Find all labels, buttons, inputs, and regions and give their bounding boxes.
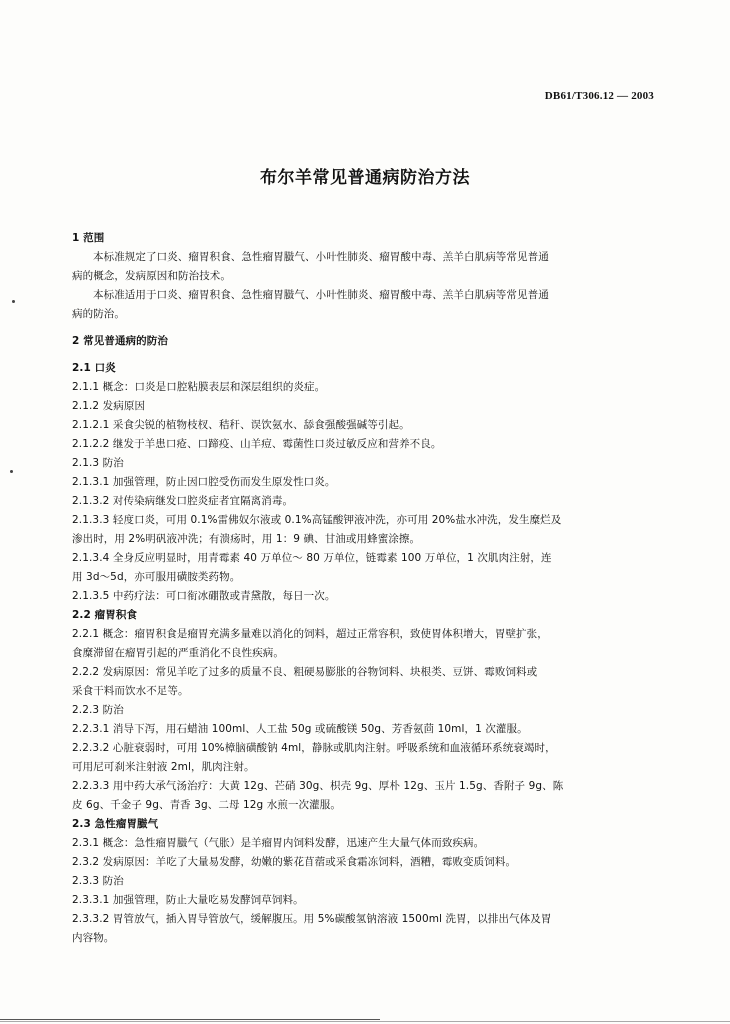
section-heading: 2.1 口炎	[72, 362, 116, 374]
text-line: 2.2.3.3 用中药大承气汤治疗：大黄 12g、芒硝 30g、枳壳 9g、厚朴 12g、玉片 1.5g、香附子 9g、陈	[72, 780, 564, 792]
text-line: 病的概念，发病原因和防治技术。	[72, 270, 231, 282]
text-line: 2.1.3.4 全身反应明显时，用青霉素 40 万单位～ 80 万单位，链霉素 100 万单位，1 次肌肉注射，连	[72, 552, 552, 564]
text-line: 本标准适用于口炎、瘤胃积食、急性瘤胃臌气、小叶性肺炎、瘤胃酸中毒、羔羊白肌病等常见普通	[93, 289, 549, 301]
scan-speck	[12, 300, 15, 303]
scan-edge-line	[0, 1021, 730, 1022]
text-line: 2.1.1 概念：口炎是口腔粘膜表层和深层组织的炎症。	[72, 381, 326, 393]
document-code: DB61/T306.12 — 2003	[544, 90, 654, 102]
document-title: 布尔羊常见普通病防治方法	[260, 168, 470, 188]
text-line: 2.3.3.1 加强管理，防止大量吃易发酵饲草饲料。	[72, 894, 304, 906]
text-line: 2.3.2 发病原因：羊吃了大量易发酵，幼嫩的紫花苜蓿或采食霜冻饲料，酒糟，霉败变质饲料。	[72, 856, 517, 868]
text-line: 2.2.3.1 消导下泻，用石蜡油 100ml、人工盐 50g 或硫酸镁 50g、芳香氨茴 10ml，1 次灌服。	[72, 723, 528, 735]
text-line: 可用尼可刹米注射液 2ml，肌肉注射。	[72, 761, 255, 773]
text-line: 食糜滞留在瘤胃引起的严重消化不良性疾病。	[72, 647, 284, 659]
text-line: 2.1.3.1 加强管理，防止因口腔受伤而发生原发性口炎。	[72, 476, 336, 488]
text-line: 2.3.3 防治	[72, 875, 124, 887]
text-line: 2.2.2 发病原因：常见羊吃了过多的质量不良、粗硬易膨胀的谷物饲料、块根类、豆饼、霉败饲料或	[72, 666, 538, 678]
text-line: 内容物。	[72, 932, 115, 944]
text-line: 病的防治。	[72, 308, 125, 320]
scan-speck	[10, 470, 13, 473]
text-line: 2.1.2.1 采食尖锐的植物枝杈、秸秆、误饮氨水、舔食强酸强碱等引起。	[72, 419, 410, 431]
section-heading: 2 常见普通病的防治	[72, 335, 168, 347]
text-line: 2.1.2 发病原因	[72, 400, 146, 412]
text-line: 2.1.3 防治	[72, 457, 124, 469]
scan-edge-line	[0, 1019, 380, 1020]
text-line: 2.1.3.3 轻度口炎，可用 0.1%雷佛奴尔液或 0.1%高锰酸钾液冲洗，亦可用 20%盐水冲洗，发生糜烂及	[72, 514, 562, 526]
section-heading: 2.2 瘤胃积食	[72, 609, 138, 621]
text-line: 2.1.3.2 对传染病继发口腔炎症者宜隔离消毒。	[72, 495, 294, 507]
text-line: 2.1.2.2 继发于羊患口疮、口蹄疫、山羊痘、霉菌性口炎过敏反应和营养不良。	[72, 438, 442, 450]
section-heading: 2.3 急性瘤胃臌气	[72, 818, 159, 830]
text-line: 2.3.1 概念：急性瘤胃臌气（气胀）是羊瘤胃内饲料发酵，迅速产生大量气体而致疾病。	[72, 837, 485, 849]
text-line: 采食干料而饮水不足等。	[72, 685, 189, 697]
text-line: 2.1.3.5 中药疗法：可口衔冰硼散或青黛散，每日一次。	[72, 590, 336, 602]
text-line: 渗出时，用 2%明矾液冲洗；有溃疡时，用 1：9 碘、甘油或用蜂蜜涂擦。	[72, 533, 421, 545]
text-line: 2.2.1 概念：瘤胃积食是瘤胃充满多量难以消化的饲料，超过正常容积，致使胃体积增大，胃壁扩张，	[72, 628, 548, 640]
text-line: 用 3d～5d，亦可服用磺胺类药物。	[72, 571, 241, 583]
text-line: 2.2.3 防治	[72, 704, 124, 716]
text-line: 本标准规定了口炎、瘤胃积食、急性瘤胃臌气、小叶性肺炎、瘤胃酸中毒、羔羊白肌病等常见普通	[93, 251, 549, 263]
section-heading: 1 范围	[72, 232, 105, 244]
document-body	[72, 218, 658, 951]
text-line: 2.2.3.2 心脏衰弱时，可用 10%樟脑磺酸钠 4ml，静脉或肌肉注射。呼吸系统和血液循环系统衰竭时，	[72, 742, 556, 754]
text-line: 2.3.3.2 胃管放气，插入胃导管放气，缓解腹压。用 5%碳酸氢钠溶液 1500ml 洗胃，以排出气体及胃	[72, 913, 552, 925]
text-line: 皮 6g、千金子 9g、青香 3g、二母 12g 水煎一次灌服。	[72, 799, 341, 811]
